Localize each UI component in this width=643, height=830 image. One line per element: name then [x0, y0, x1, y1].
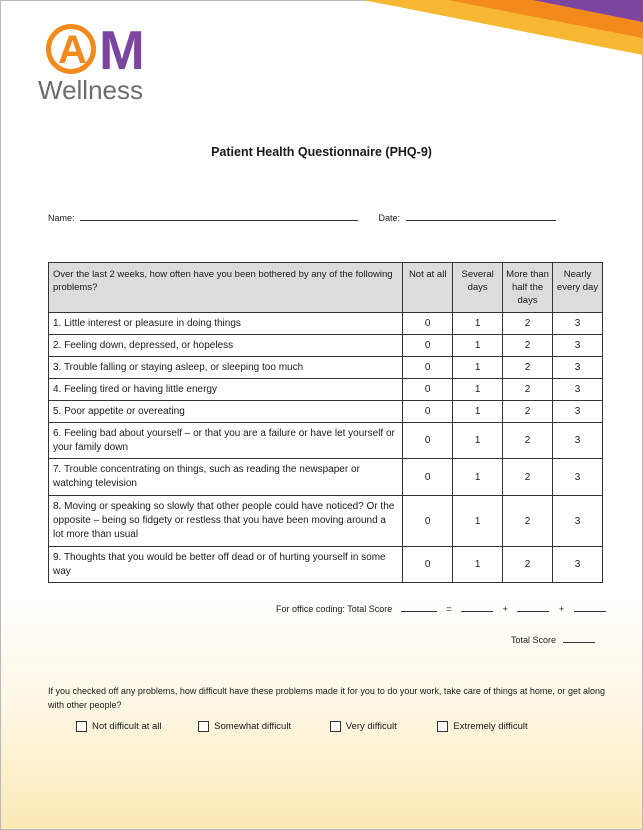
office-coding-row	[276, 602, 606, 614]
header-nearly-every-day: Nearly every day	[553, 263, 603, 313]
option-label: Not difficult at all	[92, 721, 162, 732]
score-cell[interactable]: 1	[453, 423, 503, 459]
name-date-row	[48, 211, 556, 223]
score-cell[interactable]: 2	[503, 459, 553, 496]
score-cell[interactable]: 3	[553, 423, 603, 459]
score-cell[interactable]: 3	[553, 357, 603, 379]
logo-letter-m: M	[99, 19, 143, 81]
coding-blank-1[interactable]	[401, 602, 437, 612]
name-field[interactable]	[80, 211, 358, 221]
option-label: Somewhat difficult	[214, 721, 292, 732]
question-text: 2. Feeling down, depressed, or hopeless	[49, 335, 403, 357]
date-label: Date:	[378, 213, 401, 223]
option-label: Extremely difficult	[453, 721, 528, 732]
coding-plus-1: +	[502, 604, 508, 614]
table-row	[49, 313, 603, 335]
difficulty-options	[76, 721, 550, 735]
checkbox-icon[interactable]	[437, 721, 448, 732]
logo-letter-a: A	[58, 28, 87, 72]
table-row	[49, 335, 603, 357]
table-header-row	[49, 263, 603, 313]
question-text: 1. Little interest or pleasure in doing things	[49, 313, 403, 335]
score-cell[interactable]: 3	[553, 335, 603, 357]
score-cell[interactable]: 0	[403, 357, 453, 379]
question-text: 8. Moving or speaking so slowly that other people could have noticed? Or the opposite – being so fidgety or restless that you have been moving around a lot more than usual	[49, 496, 403, 547]
checkbox-icon[interactable]	[76, 721, 87, 732]
score-cell[interactable]: 0	[403, 335, 453, 357]
office-coding-label: For office coding: Total Score	[276, 604, 393, 614]
phq9-table	[48, 262, 603, 583]
question-text: 3. Trouble falling or staying asleep, or sleeping too much	[49, 357, 403, 379]
header-more-than-half: More than half the days	[503, 263, 553, 313]
question-text: 7. Trouble concentrating on things, such as reading the newspaper or watching television	[49, 459, 403, 496]
total-score-row	[511, 633, 595, 645]
score-cell[interactable]: 1	[453, 357, 503, 379]
score-cell[interactable]: 2	[503, 547, 553, 583]
checkbox-icon[interactable]	[198, 721, 209, 732]
table-row	[49, 496, 603, 547]
page-title: Patient Health Questionnaire (PHQ-9)	[211, 145, 432, 159]
question-text: 6. Feeling bad about yourself – or that you are a failure or have let yourself or your family down	[49, 423, 403, 459]
table-row	[49, 379, 603, 401]
option-label: Very difficult	[345, 721, 397, 732]
score-cell[interactable]: 0	[403, 401, 453, 423]
total-score-label: Total Score	[511, 635, 557, 645]
score-cell[interactable]: 3	[553, 313, 603, 335]
score-cell[interactable]: 0	[403, 423, 453, 459]
score-cell[interactable]: 2	[503, 401, 553, 423]
coding-plus-2: +	[558, 604, 565, 614]
score-cell[interactable]: 1	[453, 313, 503, 335]
score-cell[interactable]: 2	[503, 313, 553, 335]
table-row	[49, 423, 603, 459]
option-not-difficult[interactable]	[76, 721, 162, 732]
score-cell[interactable]: 0	[403, 496, 453, 547]
score-cell[interactable]: 0	[403, 459, 453, 496]
coding-equals: =	[446, 604, 452, 614]
score-cell[interactable]: 0	[403, 313, 453, 335]
score-cell[interactable]: 1	[453, 379, 503, 401]
table-row	[49, 547, 603, 583]
option-very-difficult[interactable]	[330, 721, 397, 732]
score-cell[interactable]: 0	[403, 379, 453, 401]
question-text: 9. Thoughts that you would be better off dead or of hurting yourself in some way	[49, 547, 403, 583]
score-cell[interactable]: 1	[453, 401, 503, 423]
score-cell[interactable]: 3	[553, 547, 603, 583]
company-logo	[35, 19, 175, 107]
coding-blank-4[interactable]	[574, 602, 606, 612]
total-score-field[interactable]	[563, 633, 595, 643]
header-question: Over the last 2 weeks, how often have you been bothered by any of the following problems?	[49, 263, 403, 313]
score-cell[interactable]: 3	[553, 496, 603, 547]
coding-blank-2[interactable]	[461, 602, 493, 612]
score-cell[interactable]: 3	[553, 379, 603, 401]
decorative-stripes	[343, 0, 643, 110]
score-cell[interactable]: 2	[503, 423, 553, 459]
question-text: 4. Feeling tired or having little energy	[49, 379, 403, 401]
score-cell[interactable]: 0	[403, 547, 453, 583]
score-cell[interactable]: 1	[453, 496, 503, 547]
name-label: Name:	[48, 213, 75, 223]
score-cell[interactable]: 3	[553, 459, 603, 496]
option-somewhat-difficult[interactable]	[198, 721, 291, 732]
score-cell[interactable]: 2	[503, 379, 553, 401]
score-cell[interactable]: 1	[453, 459, 503, 496]
table-row	[49, 459, 603, 496]
score-cell[interactable]: 2	[503, 496, 553, 547]
score-cell[interactable]: 2	[503, 357, 553, 379]
header-several-days: Several days	[453, 263, 503, 313]
score-cell[interactable]: 1	[453, 547, 503, 583]
date-field[interactable]	[406, 211, 556, 221]
difficulty-question: If you checked off any problems, how difficult have these problems made it for you to do your work, take care of things at home, or get along with other people?	[48, 686, 605, 710]
option-extremely-difficult[interactable]	[437, 721, 527, 732]
logo-wordmark: Wellness	[38, 75, 144, 105]
table-row	[49, 357, 603, 379]
score-cell[interactable]: 3	[553, 401, 603, 423]
checkbox-icon[interactable]	[330, 721, 341, 732]
score-cell[interactable]: 2	[503, 335, 553, 357]
table-row	[49, 401, 603, 423]
header-not-at-all: Not at all	[403, 263, 453, 313]
question-text: 5. Poor appetite or overeating	[49, 401, 403, 423]
score-cell[interactable]: 1	[453, 335, 503, 357]
coding-blank-3[interactable]	[517, 602, 549, 612]
